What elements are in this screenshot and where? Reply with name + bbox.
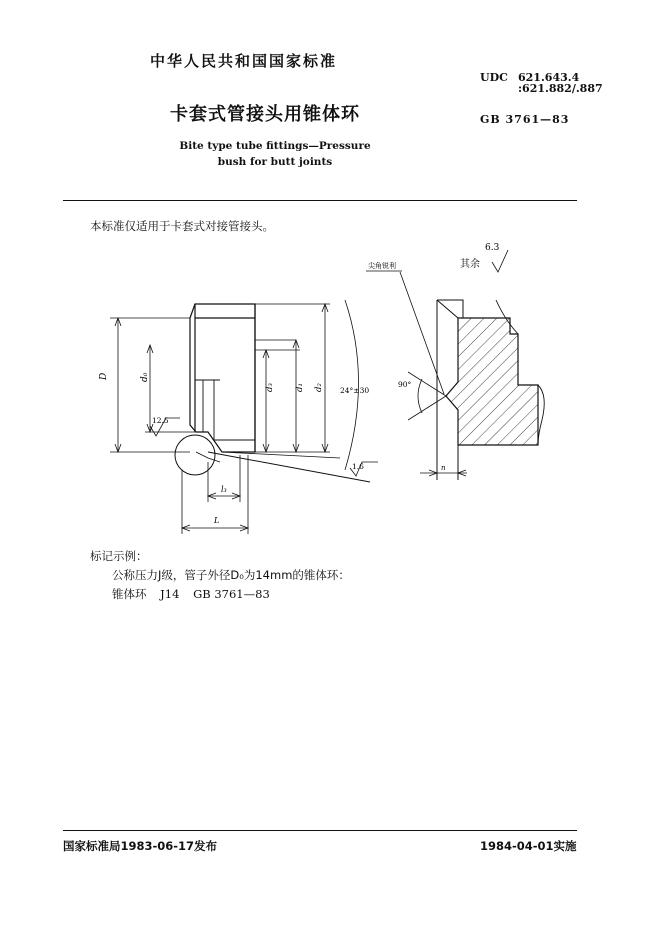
label-d2: d₂ [314, 383, 324, 392]
detail-circle [175, 435, 215, 475]
title-en-line1: Bite type tube fittings—Pressure [179, 140, 371, 152]
standard-title-cn: 卡套式管接头用锥体环 [170, 104, 360, 125]
issue-date: 国家标准局1983-06-17发布 [63, 839, 218, 853]
sharp-corner-leader [366, 271, 444, 394]
effective-date: 1984-04-01实施 [480, 839, 577, 853]
detail-view [437, 300, 544, 480]
udc-line1: 621.643.4 [518, 71, 580, 84]
marking-example-name: 锥体环 [112, 587, 147, 601]
dim-l3 [208, 455, 240, 502]
label-n: n [441, 464, 446, 472]
udc-line2: :621.882/.887 [518, 82, 603, 95]
label-angle-cone: 24°±30 [340, 386, 370, 395]
dim-d3-d1-d2 [255, 304, 330, 452]
label-L: L [214, 516, 220, 525]
label-d0: d₀ [140, 372, 150, 382]
marking-example-std: GB 3761—83 [193, 587, 270, 601]
cone-angle-arc [345, 300, 359, 470]
issuing-organization: 中华人民共和国国家标准 [150, 52, 338, 70]
udc-label: UDC [480, 71, 508, 84]
marking-description: 公称压力J级，管子外径D₀为14mm的锥体环： [112, 568, 350, 582]
sharp-corner-note: 尖角锐利 [368, 262, 396, 270]
label-angle-90: 90° [398, 380, 412, 389]
label-l3: l₃ [221, 485, 227, 494]
bush-outline [190, 304, 255, 452]
detail-section-hatched [446, 318, 538, 445]
bush-front-view [190, 304, 255, 452]
roughness-other-value: 6.3 [485, 243, 500, 253]
angle-90-mark [408, 372, 446, 420]
gb-number: GB 3761—83 [480, 113, 570, 126]
roughness-other-label: 其余 [460, 259, 480, 270]
title-en-line2: bush for butt joints [217, 156, 333, 168]
roughness-12-5-label: 12.5 [152, 416, 169, 425]
label-D: D [99, 372, 109, 380]
marking-example [112, 586, 280, 602]
roughness-1-6-label: 1.6 [352, 462, 364, 471]
scope-statement: 本标准仅适用于卡套式对接管接头。 [90, 219, 274, 233]
marking-heading: 标记示例： [90, 549, 148, 563]
label-d3: d₃ [265, 383, 275, 392]
label-d1: d₁ [295, 383, 305, 392]
footer-divider [63, 830, 577, 831]
marking-example-code: J14 [160, 587, 180, 601]
roughness-other-symbol [492, 250, 508, 272]
